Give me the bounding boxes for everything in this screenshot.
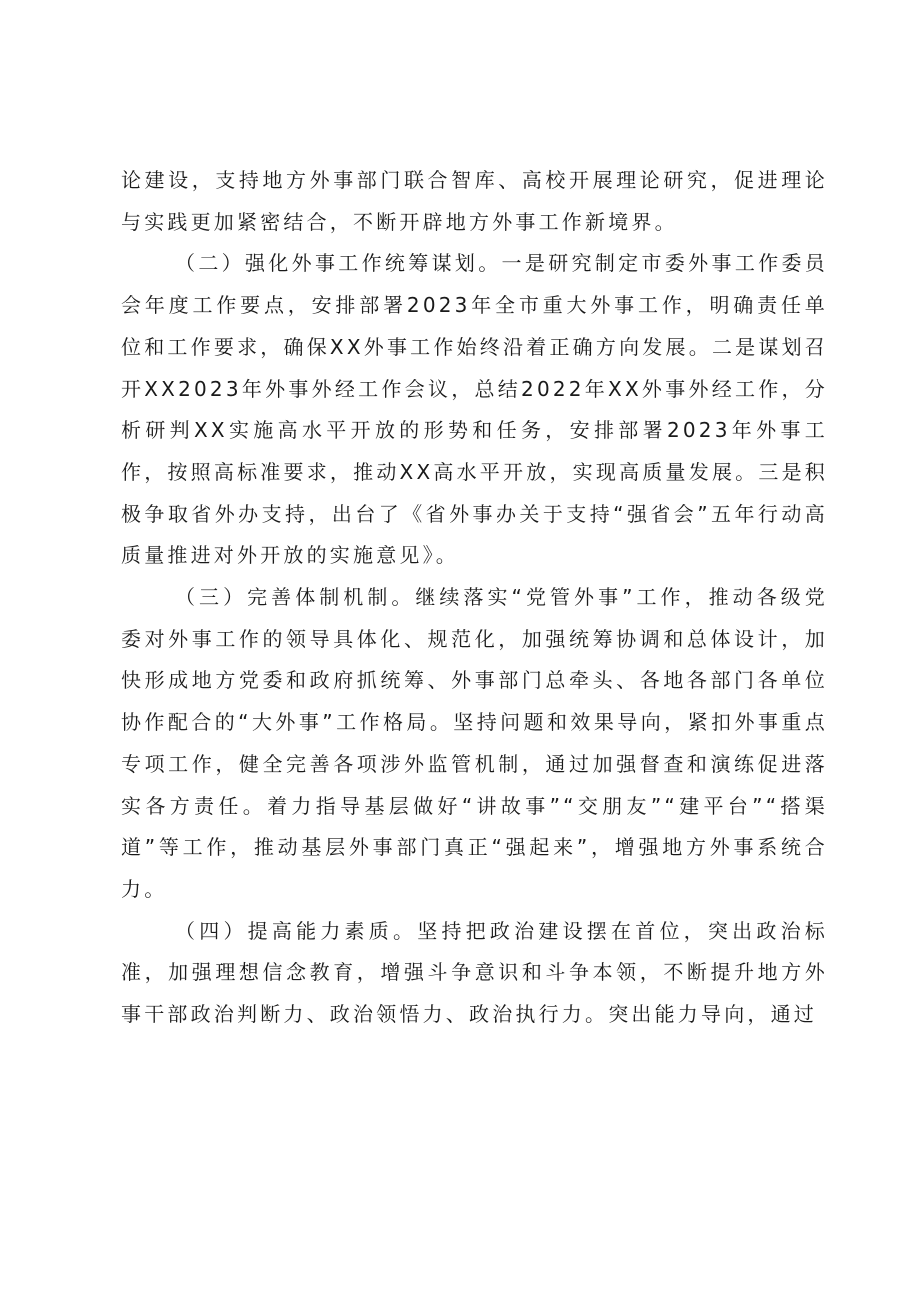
paragraph-section-3: （三）完善体制机制。继续落实“党管外事”工作，推动各级党委对外事工作的领导具体化、规范化，加强统筹协调和总体设计，加快形成地方党委和政府抓统筹、外事部门总牵头、各地各部门各单位协作配合的“大外事”工作格局。坚持问题和效果导向，紧扣外事重点专项工作，健全完善各项涉外监管机制，通过加强督查和演练促进落实各方责任。着力指导基层做好“讲故事”“交朋友”“建平台”“搭渠道”等工作，推动基层外事部门真正“强起来”，增强地方外事系统合力。 (121, 585, 828, 901)
paragraph-continuation: 论建设，支持地方外事部门联合智库、高校开展理论研究，促进理论与实践更加紧密结合，不断开辟地方外事工作新境界。 (121, 168, 828, 234)
paragraph-section-4: （四）提高能力素质。坚持把政治建设摆在首位，突出政治标准，加强理想信念教育，增强斗争意识和斗争本领，不断提升地方外事干部政治判断力、政治领悟力、政治执行力。突出能力导向，通过 (121, 918, 828, 1027)
paragraph-section-2: （二）强化外事工作统筹谋划。一是研究制定市委外事工作委员会年度工作要点，安排部署2023年全市重大外事工作，明确责任单位和工作要求，确保XX外事工作始终沿着正确方向发展。二是谋划召开XX2023年外事外经工作会议，总结2022年XX外事外经工作，分析研判XX实施高水平开放的形势和任务，安排部署2023年外事工作，按照高标准要求，推动XX高水平开放，实现高质量发展。三是积极争取省外办支持，出台了《省外事办关于支持“强省会”五年行动高质量推进对外开放的实施意见》。 (121, 251, 828, 568)
document-body (121, 160, 828, 1036)
